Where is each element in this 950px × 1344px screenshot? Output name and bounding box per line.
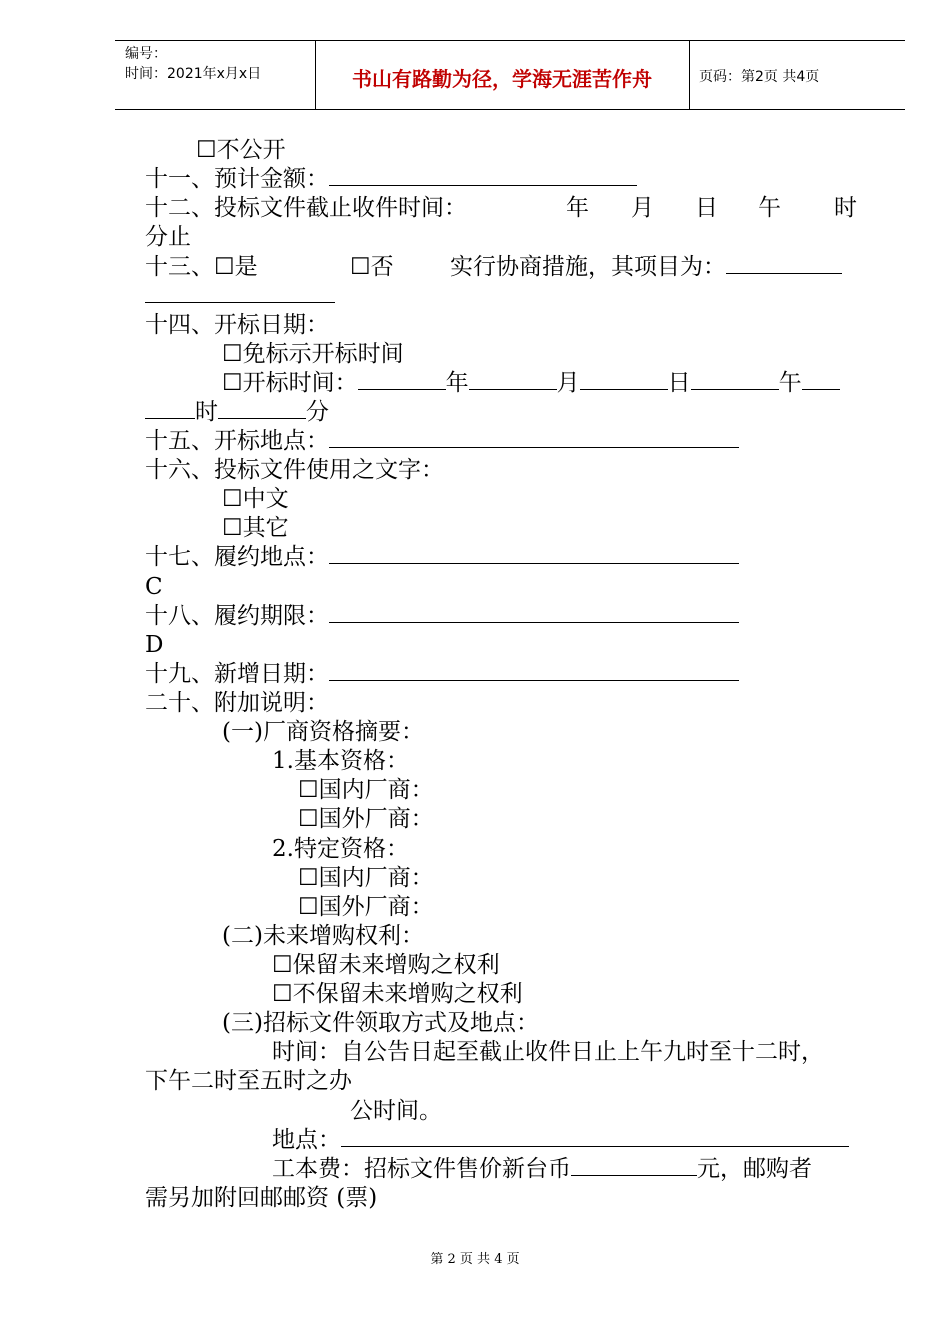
header-right-cell — [690, 41, 905, 109]
option-other: ☐其它 — [222, 515, 289, 541]
section-1-qualifications: (一)厂商资格摘要： — [222, 719, 424, 745]
option-retain-rights: ☐保留未来增购之权利 — [272, 952, 500, 978]
option-no-opening-time: ☐免标示开标时间 — [222, 341, 404, 367]
collection-place-blank — [341, 1126, 849, 1147]
letter-c: C — [145, 574, 163, 600]
opening-hour-blank-2 — [145, 398, 195, 419]
deadline-day: 日 — [695, 195, 718, 221]
negotiation-blank-2 — [145, 282, 335, 303]
page-footer: 第 2 页 共 4 页 — [430, 1252, 520, 1267]
specific-qualifications: 2.特定资格： — [272, 836, 409, 862]
opening-month: 月 — [556, 370, 580, 396]
item-11-label: 十一、预计金额： — [145, 166, 329, 192]
item-18-performance-period — [145, 602, 739, 631]
opening-minute-blank — [218, 398, 306, 419]
opening-time-cont — [145, 398, 329, 427]
opening-noon: 午 — [778, 370, 802, 396]
opening-day-blank — [580, 369, 668, 390]
header-left-cell — [115, 41, 316, 109]
item-11-estimated-amount — [145, 165, 637, 194]
basic-qualifications: 1.基本资格： — [272, 748, 409, 774]
opening-noon-blank — [691, 369, 779, 390]
item-15-opening-place — [145, 427, 739, 456]
item-20-notes: 二十、附加说明： — [145, 690, 329, 716]
deadline-noon: 午 — [758, 195, 781, 221]
item-16-language: 十六、投标文件使用之文字： — [145, 457, 444, 483]
item-18-label: 十八、履约期限： — [145, 603, 329, 629]
item-17-label: 十七、履约地点： — [145, 544, 329, 570]
item-13-label: 实行协商措施，其项目为： — [450, 254, 726, 280]
opening-hour: 时 — [195, 399, 218, 425]
section-3-documents: (三)招标文件领取方式及地点： — [222, 1010, 539, 1036]
header-middle-cell — [315, 41, 690, 109]
item-12-deadline — [145, 194, 467, 223]
deadline-hour: 时 — [834, 195, 857, 221]
item-17-performance-place — [145, 543, 739, 572]
performance-place-blank — [329, 543, 739, 564]
option-chinese: ☐中文 — [222, 486, 289, 512]
header-motto: 书山有路勤为径，学海无涯苦作舟 — [352, 67, 652, 91]
serial-label: 编号： — [125, 46, 167, 62]
deadline-month: 月 — [631, 195, 654, 221]
section-2-future-purchase: (二)未来增购权利： — [222, 923, 424, 949]
collection-place — [272, 1126, 849, 1155]
page-info: 页码：第2页 共4页 — [699, 69, 820, 85]
time-label: 时间：2021年x月x日 — [125, 66, 262, 82]
document-fee-tail: 元，邮购者 — [697, 1156, 812, 1182]
opening-hour-blank — [802, 369, 840, 390]
letter-d: D — [145, 632, 164, 658]
page-header — [115, 40, 905, 110]
specific-domestic: ☐国内厂商： — [298, 865, 434, 891]
option-not-public: ☐不公开 — [196, 137, 286, 163]
opening-year-blank — [358, 369, 446, 390]
item-13-yes: 十三、☐是 — [145, 254, 258, 280]
option-not-retain-rights: ☐不保留未来增购之权利 — [272, 981, 523, 1007]
new-date-blank — [329, 660, 739, 681]
opening-place-blank — [329, 427, 739, 448]
negotiation-blank-cont — [145, 282, 335, 311]
collection-time-cont: 下午二时至五时之办 — [145, 1068, 352, 1094]
document-fee-blank — [571, 1155, 697, 1176]
basic-domestic: ☐国内厂商： — [298, 777, 434, 803]
deadline-minute-end: 分止 — [145, 224, 191, 250]
performance-period-blank — [329, 602, 739, 623]
opening-day: 日 — [667, 370, 691, 396]
item-14-opening-date: 十四、开标日期： — [145, 312, 329, 338]
postage-note: 需另加附回邮邮资 (票) — [145, 1185, 378, 1211]
opening-minute: 分 — [306, 399, 329, 425]
item-19-label: 十九、新增日期： — [145, 661, 329, 687]
deadline-year: 年 — [566, 195, 589, 221]
estimated-amount-blank — [329, 165, 637, 186]
collection-time-end: 公时间。 — [350, 1098, 442, 1124]
option-opening-time — [222, 369, 840, 398]
basic-foreign: ☐国外厂商： — [298, 806, 434, 832]
document-fee — [272, 1155, 812, 1184]
document-fee-label: 工本费：招标文件售价新台币 — [272, 1156, 571, 1182]
item-13-negotiation — [450, 253, 842, 282]
specific-foreign: ☐国外厂商： — [298, 894, 434, 920]
item-13-no: ☐否 — [350, 254, 394, 280]
item-12-label: 十二、投标文件截止收件时间： — [145, 195, 467, 221]
item-19-new-date — [145, 660, 739, 689]
opening-year: 年 — [445, 370, 469, 396]
opening-month-blank — [469, 369, 557, 390]
collection-place-label: 地点： — [272, 1127, 341, 1153]
opening-time-label: ☐开标时间： — [222, 370, 358, 396]
item-15-label: 十五、开标地点： — [145, 428, 329, 454]
collection-time: 时间：自公告日起至截止收件日止上午九时至十二时， — [272, 1039, 824, 1065]
negotiation-blank — [726, 253, 842, 274]
